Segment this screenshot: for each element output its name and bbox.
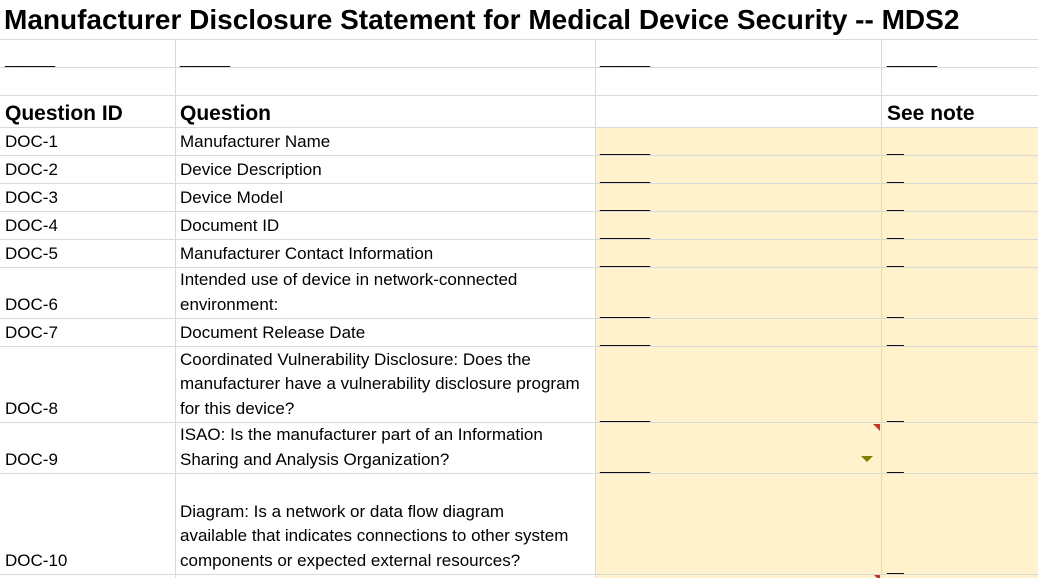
note-text: __ <box>887 167 904 183</box>
cell-c3[interactable] <box>596 68 882 95</box>
note-cell[interactable] <box>882 156 1038 183</box>
cell-a3[interactable] <box>0 68 176 95</box>
note-text: __ <box>887 251 904 267</box>
note-cell[interactable] <box>882 319 1038 346</box>
header-label: See note <box>887 102 975 125</box>
cell-d3[interactable] <box>882 68 1038 95</box>
question-text: ISAO: Is the manufacturer part of an Information Sharing and Analysis Organization? <box>180 425 543 469</box>
note-cell[interactable] <box>882 268 1038 318</box>
question-id-cell[interactable] <box>0 347 176 422</box>
question-text: Coordinated Vulnerability Disclosure: Does the manufacturer have a vulnerability disclosure program for this device? <box>180 349 580 418</box>
answer-cell[interactable] <box>596 156 882 183</box>
sheet-title[interactable]: Manufacturer Disclosure Statement for Medical Device Security -- MDS2 <box>4 4 960 35</box>
placeholder-text: ______ <box>180 51 231 67</box>
answer-text: ______ <box>600 457 651 473</box>
cell-b2[interactable] <box>176 40 596 67</box>
question-id-cell[interactable] <box>0 184 176 211</box>
question-text: Device Model <box>180 187 283 207</box>
note-text: __ <box>887 457 904 473</box>
answer-text: ______ <box>600 139 651 155</box>
table-row <box>0 268 1038 319</box>
answer-text: ______ <box>600 406 651 422</box>
answer-cell[interactable] <box>596 319 882 346</box>
answer-cell[interactable] <box>596 184 882 211</box>
question-id: DOC-3 <box>5 187 58 207</box>
question-cell[interactable] <box>176 240 596 267</box>
answer-cell[interactable] <box>596 128 882 155</box>
question-id: DOC-9 <box>5 449 58 469</box>
note-cell[interactable] <box>882 347 1038 422</box>
question-id: DOC-8 <box>5 398 58 418</box>
question-cell[interactable] <box>176 474 596 574</box>
note-text: __ <box>887 302 904 318</box>
question-id: DOC-1 <box>5 131 58 151</box>
question-cell[interactable] <box>176 319 596 346</box>
question-id-cell[interactable] <box>0 268 176 318</box>
note-cell[interactable] <box>882 212 1038 239</box>
note-text: __ <box>887 139 904 155</box>
answer-cell[interactable] <box>596 240 882 267</box>
answer-cell[interactable] <box>596 423 882 473</box>
question-id-cell[interactable] <box>0 156 176 183</box>
question-cell[interactable] <box>176 184 596 211</box>
table-row <box>0 474 1038 575</box>
cell-a2[interactable] <box>0 40 176 67</box>
question-id-cell[interactable] <box>0 474 176 574</box>
question-id-cell[interactable] <box>0 240 176 267</box>
question-id: DOC-5 <box>5 243 58 263</box>
question-id-cell[interactable] <box>0 423 176 473</box>
question-id: DOC-10 <box>5 550 68 570</box>
question-cell[interactable] <box>176 268 596 318</box>
answer-text: ______ <box>600 167 651 183</box>
header-question-id[interactable] <box>0 96 176 127</box>
answer-cell[interactable] <box>596 474 882 574</box>
question-id-cell[interactable] <box>0 319 176 346</box>
note-text: __ <box>887 406 904 422</box>
question-cell[interactable] <box>176 212 596 239</box>
placeholder-text: ______ <box>600 51 651 67</box>
question-cell[interactable] <box>176 156 596 183</box>
note-text: __ <box>887 223 904 239</box>
question-cell[interactable] <box>176 128 596 155</box>
table-row <box>0 156 1038 184</box>
cell-b3[interactable] <box>176 68 596 95</box>
table-row <box>0 212 1038 240</box>
answer-cell[interactable] <box>596 347 882 422</box>
question-text: Manufacturer Contact Information <box>180 243 434 263</box>
table-row <box>0 128 1038 156</box>
question-id-cell[interactable] <box>0 212 176 239</box>
dropdown-arrow-icon[interactable] <box>861 456 873 462</box>
note-cell[interactable] <box>882 423 1038 473</box>
note-text: __ <box>887 558 904 574</box>
title-row <box>0 0 1038 40</box>
empty-row <box>0 68 1038 96</box>
table-row <box>0 423 1038 474</box>
cell-c2[interactable] <box>596 40 882 67</box>
question-id-cell[interactable] <box>0 128 176 155</box>
question-cell[interactable] <box>176 347 596 422</box>
question-text: Document ID <box>180 215 280 235</box>
answer-cell[interactable] <box>596 268 882 318</box>
note-cell[interactable] <box>882 184 1038 211</box>
answer-text: ______ <box>600 302 651 318</box>
question-text: Intended use of device in network-connected environment: <box>180 270 518 314</box>
table-row <box>0 347 1038 423</box>
header-see-note[interactable] <box>882 96 1038 127</box>
placeholder-text: ______ <box>5 51 56 67</box>
question-id: DOC-2 <box>5 159 58 179</box>
question-cell[interactable] <box>176 423 596 473</box>
answer-cell[interactable] <box>596 212 882 239</box>
answer-text: ______ <box>600 195 651 211</box>
answer-text: ______ <box>600 330 651 346</box>
note-text: __ <box>887 195 904 211</box>
table-row <box>0 319 1038 347</box>
question-text: Device Description <box>180 159 322 179</box>
header-label: Question <box>180 102 272 125</box>
note-cell[interactable] <box>882 240 1038 267</box>
answer-text: ______ <box>600 251 651 267</box>
placeholder-row <box>0 40 1038 68</box>
cell-d2[interactable] <box>882 40 1038 67</box>
header-answer[interactable] <box>596 96 882 127</box>
question-id: DOC-7 <box>5 322 58 342</box>
header-label: Question ID <box>5 102 123 125</box>
placeholder-text: ______ <box>887 51 938 67</box>
question-text: Manufacturer Name <box>180 131 331 151</box>
question-text: Document Release Date <box>180 322 366 342</box>
answer-text: ______ <box>600 223 651 239</box>
note-cell[interactable] <box>882 128 1038 155</box>
question-id: DOC-6 <box>5 294 58 314</box>
question-id: DOC-4 <box>5 215 58 235</box>
question-text: Diagram: Is a network or data flow diagram available that indicates connections to other system components or expected external resources? <box>180 501 569 570</box>
note-cell[interactable] <box>882 474 1038 574</box>
table-row <box>0 240 1038 268</box>
note-text: __ <box>887 330 904 346</box>
table-row <box>0 184 1038 212</box>
header-question[interactable] <box>176 96 596 127</box>
comment-indicator-icon[interactable] <box>873 424 880 431</box>
header-row <box>0 96 1038 128</box>
